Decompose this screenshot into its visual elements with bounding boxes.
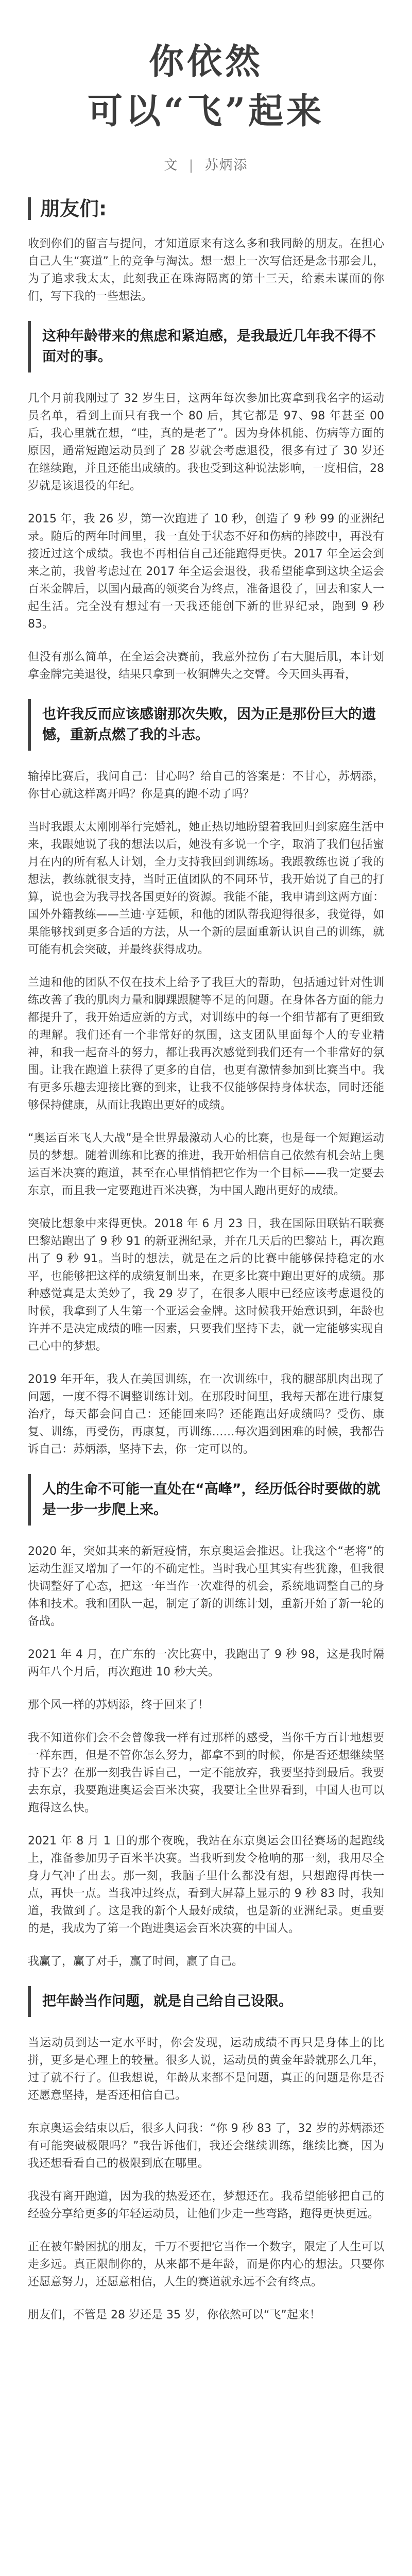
title-line-2: 可以“飞”起来 [87,91,325,132]
paragraph: “奥运百米飞人大战”是全世界最激动人心的比赛，也是每一个短跑运动员的梦想。随着训练和比赛的推进，我开始相信自己依然有机会站上奥运百米决赛的跑道，甚至在心里悄悄把它作为一个目标——我一定要去东京，而且我一定要跑进百米决赛，为中国人跑出更好的成绩。 [28,1132,384,1197]
pull-quote: 这种年龄带来的焦虑和紧迫感，是我最近几年我不得不面对的事。 [28,321,384,372]
paragraph: 2020 年，突如其来的新冠疫情，东京奥运会推迟。让我这个“老将”的运动生涯又增加了一年的不确定性。当时我心里其实有些犹豫，但我很快调整好了心态，把这一年当作一次难得的机会，系统地调整自己的身体和技术。我和团队一起，制定了新的训练计划，重新开始了新一轮的备战。 [28,1545,384,1628]
paragraph: 兰迪和他的团队不仅在技术上给予了我巨大的帮助，包括通过针对性训练改善了我的肌肉力量和脚踝跟腱等不足的问题。在身体各方面的能力都提升了，我开始适应新的方式，对训练中的每一个细节都有了更细致的理解。我们还有一个非常好的氛围，这支团队里面每个人的专业精神，和我一起奋斗的努力，都让我再次感觉到我们还有一个非常好的氛围。让我在跑道上获得了更多的自信，也更有激情参加到比赛当中。我有更多乐趣去迎接比赛的到来，让我不仅能够保持身体状态，同时还能够保持健康，从而让我跑出更好的成绩。 [28,976,384,1112]
paragraph: 2021 年 8 月 1 日的那个夜晚，我站在东京奥运会田径赛场的起跑线上，准备参加男子百米半决赛。当我听到发令枪响的那一刻，我用尽全身力气冲了出去。那一刻，我脑子里什么都没有想，只想跑得再快一点，再快一点。当我冲过终点，看到大屏幕上显示的 9 秒 83 时，我知道，我做到了。这是我的新个人最好成绩，也是新的亚洲纪录。更重要的是，我成为了第一个跑进奥运会百米决赛的中国人。 [28,1835,384,1935]
paragraph: 我不知道你们会不会曾像我一样有过那样的感受，当你千方百计地想要一样东西，但是不管你怎么努力，都拿不到的时候，你是否还想继续坚持下去？在那一刻我告诉自己，一定不能放弃，我要坚持到最后。我要去东京，我要跑进奥运会百米决赛，我要让全世界看到，中国人也可以跑得这么快。 [28,1732,384,1815]
byline-author: 苏炳添 [204,158,248,173]
article-body [0,220,412,2324]
paragraph: 我赢了，赢了对手，赢了时间，赢了自己。 [28,1955,244,1968]
paragraph: 收到你们的留言与提问，才知道原来有这么多和我同龄的朋友。在担心自己人生“赛道”上的竞争与淘汰。想一想上一次写信还是念书那会儿，为了追求我太太，此刻我正在珠海隔离的第十三天，给素未谋面的你们，写下我的一些想法。 [28,238,384,303]
title-line-1: 你依然 [148,41,263,82]
byline [0,155,412,174]
paragraph: 突破比想象中来得更快。2018 年 6 月 23 日，我在国际田联钻石联赛巴黎站跑出了 9 秒 91 的新亚洲纪录，并在几天后的巴黎站上，再次跑出了 9 秒 91。当时的想法，就是在之后的比赛中能够保持稳定的水平，也能够把这样的成绩复制出来，在更多比赛中跑出更好的成绩。那种感觉真是太美妙了，我 29 岁了，在很多人眼中已经应该考虑退役的时候，我拿到了人生第一个亚运会金牌。这时候我开始意识到，年龄也许并不是决定成绩的唯一因素，只要我们坚持下去，就一定能够实现自己心中的梦想。 [28,1217,384,1353]
salutation: 朋友们: [28,197,384,220]
paragraph: 输掉比赛后，我问自己：甘心吗？给自己的答案是：不甘心，苏炳添，你甘心就这样离开吗？你是真的跑不动了吗？ [28,770,384,801]
paragraph: 2019 年开年，我人在美国训练，在一次训练中，我的腿部肌肉出现了问题，一度不得不调整训练计划。在那段时间里，我每天都在进行康复治疗，每天都会问自己：还能回来吗？还能跑出好成绩吗？受伤、康复、训练，再受伤，再康复，再训练……每次遇到困难的时候，我都告诉自己：苏炳添，坚持下去，你一定可以的。 [28,1373,384,1456]
pull-quote: 也许我反而应该感谢那次失败，因为正是那份巨大的遗憾，重新点燃了我的斗志。 [28,699,384,751]
paragraph: 那个风一样的苏炳添，终于回来了！ [28,1699,210,1711]
pull-quote: 人的生命不可能一直处在“高峰”，经历低谷时要做的就是一步一步爬上来。 [28,1474,384,1526]
paragraph: 我没有离开跑道，因为我的热爱还在，梦想还在。我希望能够把自己的经验分享给更多的年轻运动员，让他们少走一些弯路，跑得更快更远。 [28,2190,384,2221]
byline-prefix: 文 [164,158,179,173]
pull-quote: 把年龄当作问题，就是自己给自己设限。 [28,1986,384,2017]
paragraph: 但没有那么简单，在全运会决赛前，我意外拉伤了右大腿后肌，本计划拿金牌完美退役，结果只拿到一枚铜牌失之交臂。今天回头再看， [28,651,384,681]
paragraph: 朋友们，不管是 28 岁还是 35 岁，你依然可以“飞”起来！ [28,2309,321,2321]
byline-separator: | [188,158,195,173]
paragraph: 当时我跟太太刚刚举行完婚礼，她正热切地盼望着我回归到家庭生活中来，我跟她说了我的想法以后，她没有多说一个字，取消了我们包括蜜月在内的所有私人计划，全力支持我回到训练场。我跟教练也说了我的想法，教练就很支持，当时正值团队的不同环节，我开始说了自己的打算，说也会为我寻找各国更好的资源。我能不能，我申请到这两方面：国外外籍教练——兰迪·亨廷顿，和他的团队帮我迎得很多，我觉得，如果能够找到更多合适的方法，从一个新的层面重新认识自己的训练，就可能有机会突破，并最终获得成功。 [28,821,384,956]
paragraph: 东京奥运会结束以后，很多人问我：“你 9 秒 83 了，32 岁的苏炳添还有可能突破极限吗？”我告诉他们，我还会继续训练，继续比赛，因为我还想看看自己的极限到底在哪里。 [28,2122,384,2170]
paragraph: 几个月前我刚过了 32 岁生日，这两年每次参加比赛拿到我名字的运动员名单，看到上面只有我一个 80 后，其它都是 97、98 年甚至 00 后，我心里就在想，“哇，真的是老了”。因为身体机能、伤病等方面的原因，通常短跑运动员到了 28 岁就会考虑退役，很多有过了 30 岁还在继续跑，并且还能出成绩的。我也受到这种说法影响，一度相信，28 岁就是该退役的年纪。 [28,392,384,493]
paragraph: 当运动员到达一定水平时，你会发现，运动成绩不再只是身体上的比拼，更多是心理上的较量。很多人说，运动员的黄金年龄就那么几年，过了就不行了。但我想说，年龄从来都不是问题，真正的问题是你是否还愿意坚持，是否还相信自己。 [28,2037,384,2102]
paragraph: 2021 年 4 月，在广东的一次比赛中，我跑出了 9 秒 98，这是我时隔两年八个月后，再次跑进 10 秒大关。 [28,1648,384,1679]
paragraph: 正在被年龄困扰的朋友，千万不要把它当作一个数字，限定了人生可以走多远。真正限制你的，从来都不是年龄，而是你内心的想法。只要你还愿意努力，还愿意相信，人生的赛道就永远不会有终点。 [28,2241,384,2289]
paragraph: 2015 年，我 26 岁，第一次跑进了 10 秒，创造了 9 秒 99 的亚洲纪录。随后的两年时间里，我一直处于状态不好和伤病的摔跤中，再没有接近过这个成绩。我也不再相信自己还能跑得更快。2017 年全运会到来之前，我曾考虑过在 2017 年全运会退役，我希望能拿到这块全运会百米金牌后，以国内最高的领奖台为终点，准备退役了，回去和家人一起生活。完全没有想过有一天我还能创下新的世界纪录，跑到 9 秒 83。 [28,513,384,631]
article-title [0,0,412,136]
